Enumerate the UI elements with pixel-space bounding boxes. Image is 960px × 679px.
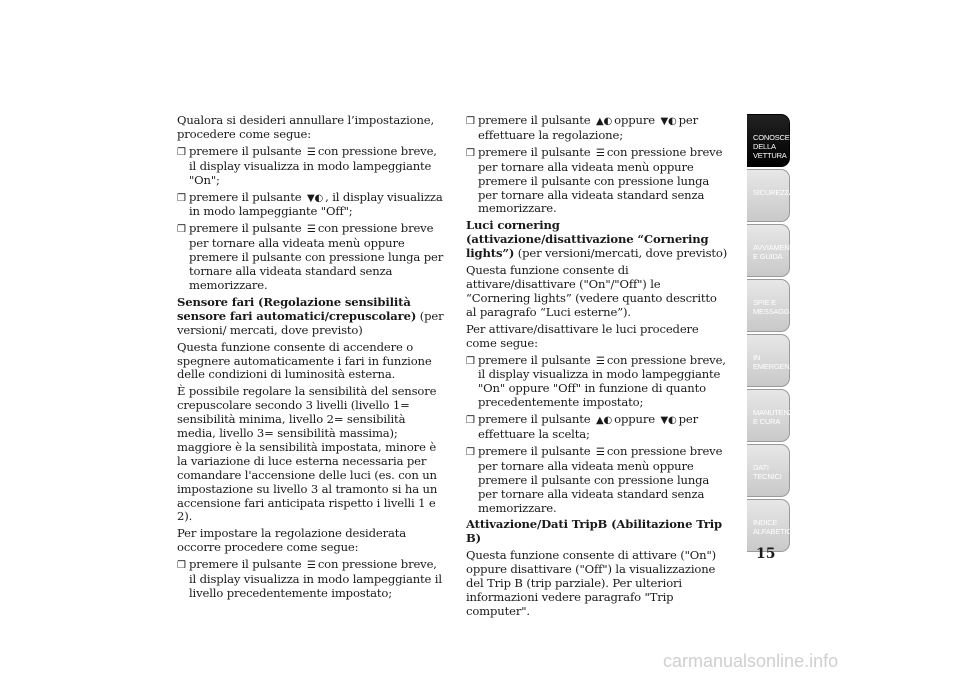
list-item: ❒ premere il pulsante ☰ con pressione breve per tornare alla videata menù oppure premere il pulsante con pressione lunga per tornare alla videata standard senza memorizzare.: [466, 443, 723, 515]
list-item: ❒ premere il pulsante ☰ con pressione breve per tornare alla videata menù oppure premere il pulsante con pressione lunga per tornare alla videata standard senza memorizzare.: [466, 144, 723, 216]
section-heading: Attivazione/Dati TripB (Abilitazione Trip B): [466, 517, 722, 546]
tab-sicurezza[interactable]: SICUREZZA: [747, 169, 790, 222]
section-tabs: [747, 114, 811, 554]
tab-conoscenza[interactable]: CONOSCENZA DELLA VETTURA: [747, 114, 790, 167]
paragraph: Per impostare la regolazione desiderata occorre procedere come segue:: [177, 526, 407, 555]
list-item: ❒ premere il pulsante ☰ con pressione breve per tornare alla videata menù oppure premere il pulsante con pressione lunga per tornare alla videata standard senza memorizzare.: [177, 221, 444, 292]
bullet-icon: ❒: [466, 355, 475, 367]
list-item: ❒ premere il pulsante ☰ con pressione breve, il display visualizza in modo lampeggiante "On";: [177, 143, 437, 187]
tab-dati-tecnici[interactable]: DATI TECNICI: [747, 444, 790, 497]
list-item: ❒ premere il pulsante ☰ con pressione breve, il display visualizza in modo lampeggiante "On" oppure "Off" in funzione di quanto precedentemente impostato;: [466, 352, 726, 410]
paragraph: Qualora si desideri annullare l’impostazione, procedere come segue:: [177, 113, 435, 141]
paragraph: Per attivare/disattivare le luci procedere come segue:: [466, 321, 699, 350]
right-column: [466, 114, 728, 622]
tab-spie[interactable]: SPIE E MESSAGGI: [747, 279, 790, 332]
list-item: ❒ premere il pulsante ▼◐ , il display visualizza in modo lampeggiante "Off";: [177, 189, 443, 219]
paragraph: Questa funzione consente di attivare/disattivare ("On"/"Off") le “Cornering lights” (vedere quanto descritto al paragrafo “Luci esterne”).: [466, 263, 717, 319]
down-arrow-button-icon: ▼◐: [660, 415, 677, 427]
menu-button-icon: ☰: [596, 147, 605, 159]
bullet-icon: ❒: [466, 147, 475, 159]
paragraph: Questa funzione consente di attivare ("On") oppure disattivare ("Off") la visualizzazione del Trip B (trip parziale). Per ulteriori informazioni vedere paragrafo "Trip computer".: [466, 548, 717, 618]
menu-button-icon: ☰: [307, 224, 316, 236]
bullet-icon: ❒: [177, 146, 186, 158]
up-arrow-button-icon: ▲◐: [596, 116, 613, 127]
tab-indice[interactable]: INDICE ALFABETICO: [747, 499, 790, 552]
bullet-icon: ❒: [177, 560, 186, 572]
list-item: ❒ premere il pulsante ▲◐ oppure ▼◐ per effettuare la regolazione;: [466, 113, 698, 142]
menu-button-icon: ☰: [596, 446, 605, 458]
menu-button-icon: ☰: [307, 146, 316, 158]
bullet-icon: ❒: [466, 116, 475, 127]
up-arrow-button-icon: ▲◐: [596, 415, 613, 427]
section-heading: Sensore fari (Regolazione sensibilità sensore fari automatici/crepuscolare) (per versioni/ mercati, dove previsto): [177, 294, 444, 337]
bullet-icon: ❒: [177, 192, 186, 204]
down-arrow-button-icon: ▼◐: [660, 116, 677, 127]
bullet-icon: ❒: [466, 415, 475, 427]
list-item: ❒ premere il pulsante ☰ con pressione breve, il display visualizza in modo lampeggiante il livello precedentemente impostato;: [177, 557, 442, 600]
paragraph: È possibile regolare la sensibilità del sensore crepuscolare secondo 3 livelli (livello 1= sensibilità minima, livello 2= sensibilità media, livello 3= sensibilità massima); maggiore è la sensibilità impostata, minore è la variazione di luce esterna necessaria per comandare l'accensione delle luci (es. con un impostazione su livello 3 al tramonto si ha un accensione fari anticipata rispetto i livelli 1 e 2).: [177, 384, 438, 524]
bullet-icon: ❒: [466, 446, 475, 458]
page-number: 15: [756, 546, 776, 562]
down-arrow-button-icon: ▼◐: [307, 192, 324, 204]
tab-emergenza[interactable]: IN EMERGENZA: [747, 334, 790, 387]
watermark: carmanualsonline.info: [663, 651, 839, 671]
left-column: [177, 114, 445, 604]
tab-manutenzione[interactable]: MANUTENZIONE E CURA: [747, 389, 790, 442]
menu-button-icon: ☰: [596, 355, 605, 367]
paragraph: Questa funzione consente di accendere o spegnere automaticamente i fari in funzione delle condizioni di luminosità esterna.: [177, 339, 432, 382]
tab-avviamento[interactable]: AVVIAMENTO E GUIDA: [747, 224, 790, 277]
section-heading: Luci cornering (attivazione/disattivazione “Cornering lights”) (per versioni/mercati, dove previsto): [466, 218, 728, 261]
bullet-icon: ❒: [177, 224, 186, 236]
list-item: ❒ premere il pulsante ▲◐ oppure ▼◐ per effettuare la scelta;: [466, 412, 698, 442]
menu-button-icon: ☰: [307, 560, 316, 572]
